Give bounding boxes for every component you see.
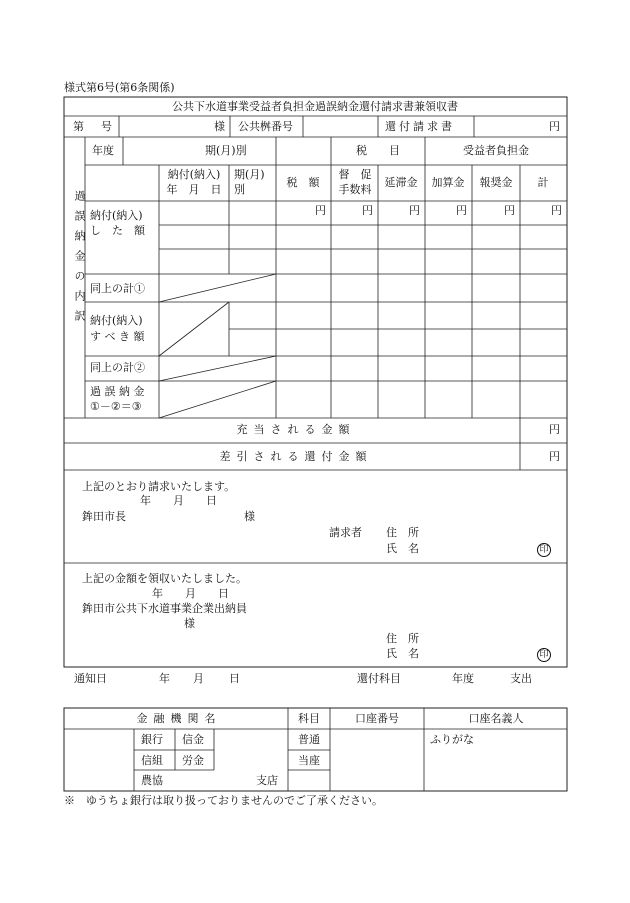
col-tokusoku1: 督 促: [338, 168, 372, 181]
receipt-name: 氏 名: [386, 647, 419, 660]
bank-rokin: 労金: [182, 754, 204, 767]
yen-allotted: 円: [549, 423, 560, 436]
row-overpaid1: 過 誤 納 金: [90, 385, 145, 398]
row-should2: す べ き 額: [90, 330, 145, 343]
bank-account-name-header: 口座名義人: [468, 712, 524, 725]
col-total: 計: [537, 176, 549, 189]
claimant-address: 住 所: [386, 526, 419, 539]
burden-label: 受益者負担金: [463, 144, 529, 157]
bank-subject-header: 科目: [298, 712, 320, 725]
row-should1: 納付(納入): [90, 314, 143, 327]
row-paid2: し た 額: [90, 224, 145, 237]
vertical-label: 過誤納金の内訳: [73, 190, 86, 330]
claimant-seal: 印: [537, 543, 551, 557]
allotted-label: 充当される金額: [236, 423, 356, 436]
col-entai: 延滞金: [384, 176, 418, 189]
notice-month: 月: [193, 672, 204, 685]
shishutsu-label: 支出: [510, 672, 532, 685]
treasurer-sama: 様: [184, 617, 195, 630]
row-sum2: 同上の計②: [90, 361, 145, 374]
form-title: 公共下水道事業受益者負担金過誤納金還付請求書兼領収書: [172, 100, 458, 113]
request-date: 年 月 日: [140, 494, 217, 507]
col-hoshou: 報奨金: [479, 176, 513, 189]
refund-label: 差引される還付金額: [219, 450, 373, 463]
bank-furigana: ふりがな: [430, 733, 474, 746]
kibetsu-label: 期(月)別: [205, 144, 247, 157]
row-paid1: 納付(納入): [90, 209, 143, 222]
yen-entai: 円: [409, 204, 420, 217]
nendo-label: 年度: [92, 144, 114, 157]
col-kasan: 加算金: [431, 176, 465, 189]
notice-day: 日: [229, 672, 240, 685]
col-ki: 期(月): [234, 168, 265, 181]
receipt-seal: 印: [537, 648, 551, 662]
bank-futsu: 普通: [298, 733, 320, 746]
receipt-date: 年 月 日: [152, 587, 229, 600]
claimant-name: 氏 名: [386, 542, 419, 555]
zeimoku-label: 税 目: [356, 144, 400, 157]
col-paid: 納付(納入): [167, 168, 221, 181]
bank-toza: 当座: [298, 754, 320, 767]
mayor-label: 鉾田市長: [82, 510, 126, 523]
notice-year: 年: [159, 672, 170, 685]
yen-hoshou: 円: [504, 204, 515, 217]
refund-subject-label: 還付科目: [357, 672, 401, 685]
bank-shinkin: 信金: [182, 733, 204, 746]
col-betsu: 別: [234, 183, 245, 196]
refund-request-label: 還付請求書: [385, 120, 455, 133]
claimant-label: 請求者: [329, 526, 362, 539]
bank-institution-header: 金融機関名: [136, 712, 222, 725]
dai-label: 第: [73, 120, 84, 133]
notice-date-label: 通知日: [74, 672, 107, 685]
yen-refund: 円: [549, 450, 560, 463]
request-text: 上記のとおり請求いたします。: [82, 480, 236, 493]
col-tokusoku2: 手数料: [338, 183, 372, 196]
row-overpaid2: ①－②＝③: [90, 400, 142, 413]
receipt-address: 住 所: [386, 632, 419, 645]
treasurer-label: 鉾田市公共下水道事業企業出納員: [82, 602, 247, 615]
bank-nokyo: 農協: [141, 774, 163, 787]
notice-nendo: 年度: [452, 672, 474, 685]
go-label: 号: [101, 120, 112, 133]
row-sum1: 同上の計①: [90, 282, 145, 295]
yen-total: 円: [551, 204, 562, 217]
bank-account-no-header: 口座番号: [355, 712, 399, 725]
bank-shinkumi: 信組: [141, 754, 163, 767]
mayor-sama: 様: [244, 510, 255, 523]
col-date: 年 月 日: [166, 183, 222, 196]
yen-tax: 円: [315, 204, 326, 217]
bank-shiten: 支店: [256, 774, 278, 787]
yen-label: 円: [549, 120, 560, 133]
yen-kasan: 円: [456, 204, 467, 217]
bank-note: ※ ゆうちょ銀行は取り扱っておりませんのでご了承ください。: [64, 794, 383, 807]
sama-label: 様: [214, 120, 225, 133]
bank-ginko: 銀行: [141, 733, 163, 746]
yen-tokusoku: 円: [362, 204, 373, 217]
masu-label: 公共桝番号: [238, 120, 293, 133]
col-tax: 税 額: [286, 176, 320, 189]
form-number: 様式第6号(第6条関係): [64, 81, 175, 94]
receipt-text: 上記の金額を領収いたしました。: [82, 572, 247, 585]
